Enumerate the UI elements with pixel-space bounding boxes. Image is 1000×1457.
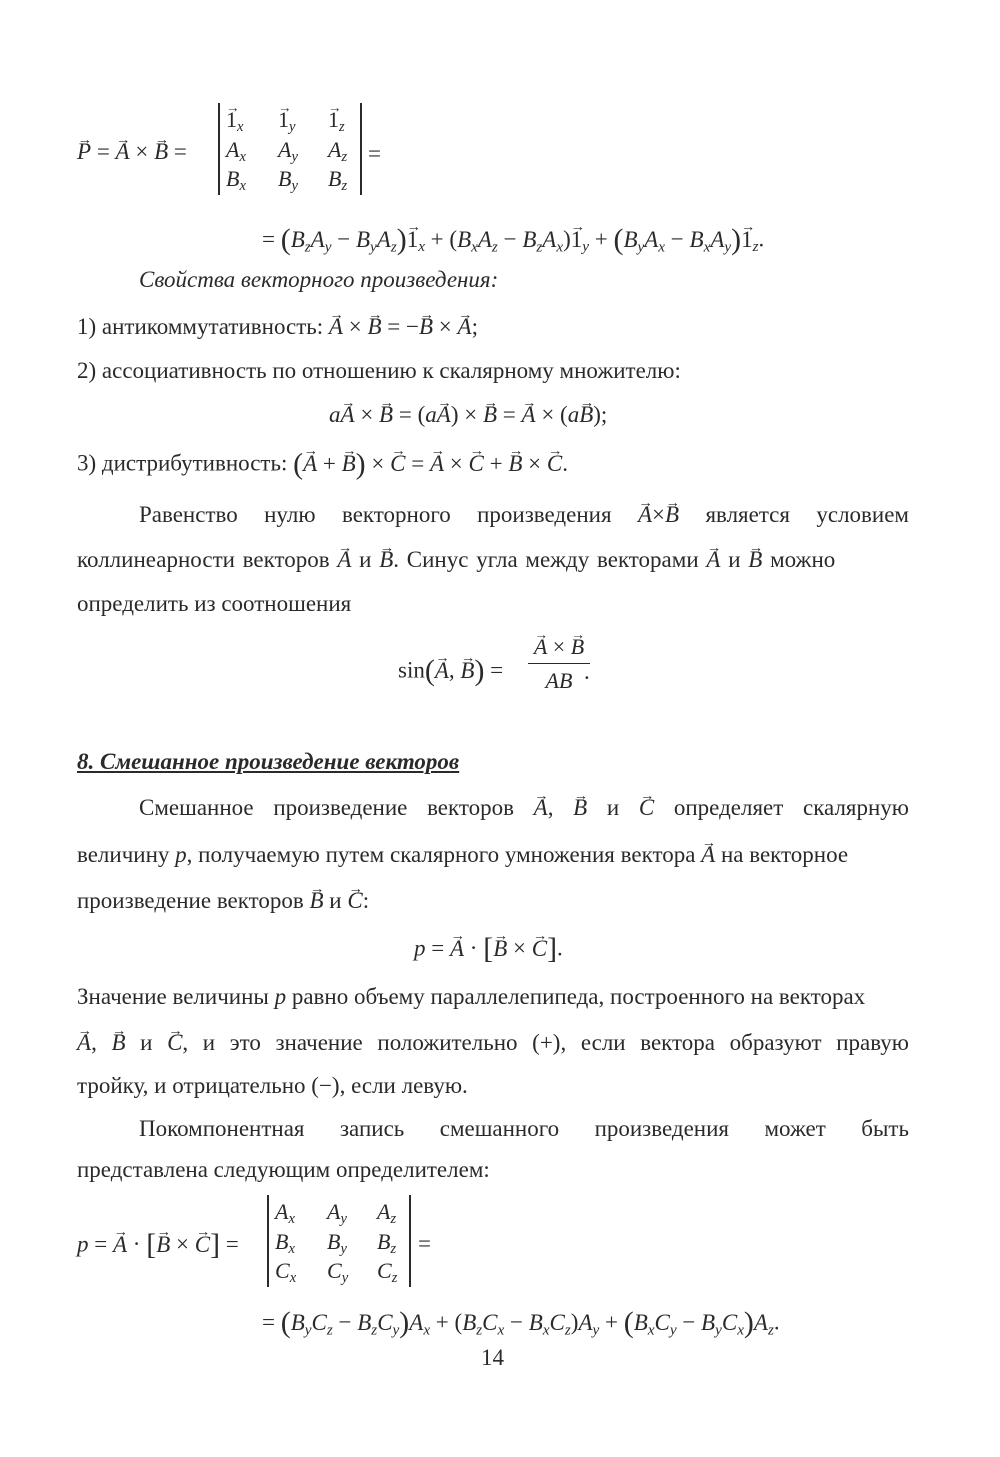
section-par2-line-3: тройку, и отрицательно (−), если левую.	[77, 1073, 468, 1098]
cross-product-expansion: = $(B_zA_y - B_yA_z)1 \to_x + (B_xA_z - B_zA_x)1 \to_y + (B_yA_x - B_xA_y)1 \to_z$.	[262, 225, 764, 255]
property-3-formula: (A → + B →) × C → = A → × C → + B → × C →.	[293, 451, 568, 476]
word: может	[764, 1116, 826, 1141]
word: условием	[816, 502, 909, 527]
det-cell: $A_y$	[327, 1199, 347, 1228]
cross-product-determinant	[218, 103, 362, 195]
det-cell: $B_x$	[275, 1229, 295, 1258]
word: A →,	[534, 795, 554, 821]
word: значение	[275, 1030, 363, 1055]
word: определяет	[673, 795, 784, 820]
section-par3-line-2: представлена следующим определителем:	[77, 1157, 490, 1182]
det-cell: $B_y$	[278, 166, 298, 195]
det-cell: $C_y$	[327, 1258, 349, 1287]
word: A →,	[77, 1030, 97, 1056]
word: векторов	[427, 795, 514, 820]
section-heading: 8. Смешанное произведение векторов	[77, 749, 460, 774]
det-cell: $1 \to_y$	[278, 107, 295, 133]
property-2-label: 2) ассоциативность по отношению к скалярному множителю:	[77, 358, 681, 383]
word: и	[202, 1030, 216, 1055]
det-cell: $A_x$	[275, 1199, 295, 1228]
word: является	[705, 502, 790, 527]
det-cell: $A_y$	[278, 137, 298, 166]
property-1-label: 1) антикоммутативность:	[77, 314, 329, 339]
section-par2-line-1: Значение величины p равно объему параллелепипеда, построенного на векторах	[77, 984, 866, 1009]
section-par1-line-3: произведение векторов B → и C →:	[77, 889, 369, 912]
property-1: 1) антикоммутативность: A → × B → = −B → × A →;	[77, 315, 478, 338]
word: и	[606, 795, 620, 820]
word: если	[580, 1030, 626, 1055]
word: образуют	[729, 1030, 822, 1055]
det-cell: $B_y$	[327, 1229, 347, 1258]
cross-product-eq-tail: =	[368, 141, 381, 166]
word: запись	[339, 1116, 405, 1141]
word: произведения	[594, 1116, 730, 1141]
mixed-product-determinant	[267, 1195, 411, 1287]
det-cell: $C_z$	[377, 1258, 398, 1287]
section-par3-line-1	[139, 1116, 909, 1142]
section-par1-line-1	[139, 795, 909, 821]
mixed-det-lhs: p = A → · [B → × C →] =	[77, 1230, 239, 1260]
word: Смешанное	[139, 795, 254, 820]
section-par2-line-2	[77, 1030, 909, 1056]
word: это	[229, 1030, 261, 1055]
properties-title: Свойства векторного произведения:	[139, 267, 499, 292]
word: B →	[111, 1030, 125, 1056]
det-cell: $B_z$	[328, 166, 348, 195]
collinear-line-2: коллинеарности векторов A → и B →. Синус угла между векторами A → и B → можно	[77, 548, 909, 571]
collinear-line-3: определить из соотношения	[77, 591, 352, 616]
word: B →	[573, 795, 587, 821]
det-cell: $1 \to_z$	[328, 107, 345, 133]
word: правую	[836, 1030, 909, 1055]
word: A →×B →	[638, 502, 679, 528]
word: (+),	[532, 1030, 567, 1055]
mixed-det-expansion: = $(B_yC_z - B_zC_y)A_x + (B_zC_x - B_xC_z)A_y + (B_xC_y - B_yC_x)A_z$.	[262, 1306, 780, 1339]
det-cell: $A_z$	[328, 137, 348, 166]
property-3	[77, 449, 568, 479]
sin-numerator: A → × B →	[528, 634, 590, 664]
word: быть	[861, 1116, 909, 1141]
det-cell: $A_z$	[377, 1199, 397, 1228]
property-3-label: 3) дистрибутивность:	[77, 450, 294, 476]
det-cell: $B_z$	[377, 1229, 397, 1258]
section-par1-line-2: величину p, получаемую путем скалярного умножения вектора A → на векторное	[77, 843, 909, 866]
property-1-formula: A → × B → = −B → × A →	[329, 314, 472, 339]
det-cell: $A_x$	[226, 137, 246, 166]
word: произведения	[477, 502, 612, 527]
word: Равенство	[139, 502, 238, 527]
word: скалярную	[803, 795, 909, 820]
cross-product-lhs: P → = A → × B → =	[77, 140, 187, 163]
property-2-formula: aA → × B → = (aA →) × B → = A → × (aB →);	[329, 403, 607, 426]
word: Покомпонентная	[139, 1116, 305, 1141]
sin-formula-lhs: sin(A →, B →) =	[398, 656, 503, 686]
word: смешанного	[439, 1116, 560, 1141]
collinear-line-1	[139, 502, 909, 528]
word: C →	[639, 795, 654, 821]
sin-formula-period: .	[584, 659, 590, 684]
page-number: 14	[481, 1345, 504, 1370]
det-cell: $1 \to_x$	[226, 107, 243, 133]
det-cell: $C_x$	[275, 1258, 297, 1287]
word: C →,	[167, 1030, 188, 1056]
word: и	[140, 1030, 153, 1055]
det-cell: $B_x$	[226, 166, 246, 195]
sin-formula-fraction	[528, 634, 590, 694]
sin-denominator: AB	[545, 668, 573, 693]
mixed-det-eq-tail: =	[418, 1231, 431, 1256]
word: произведение	[273, 795, 408, 820]
word: нулю	[264, 502, 316, 527]
word: векторного	[341, 502, 451, 527]
word: положительно	[377, 1030, 518, 1055]
mixed-product-formula: p = A → · [B → × C →].	[414, 934, 563, 964]
word: вектора	[640, 1030, 716, 1055]
